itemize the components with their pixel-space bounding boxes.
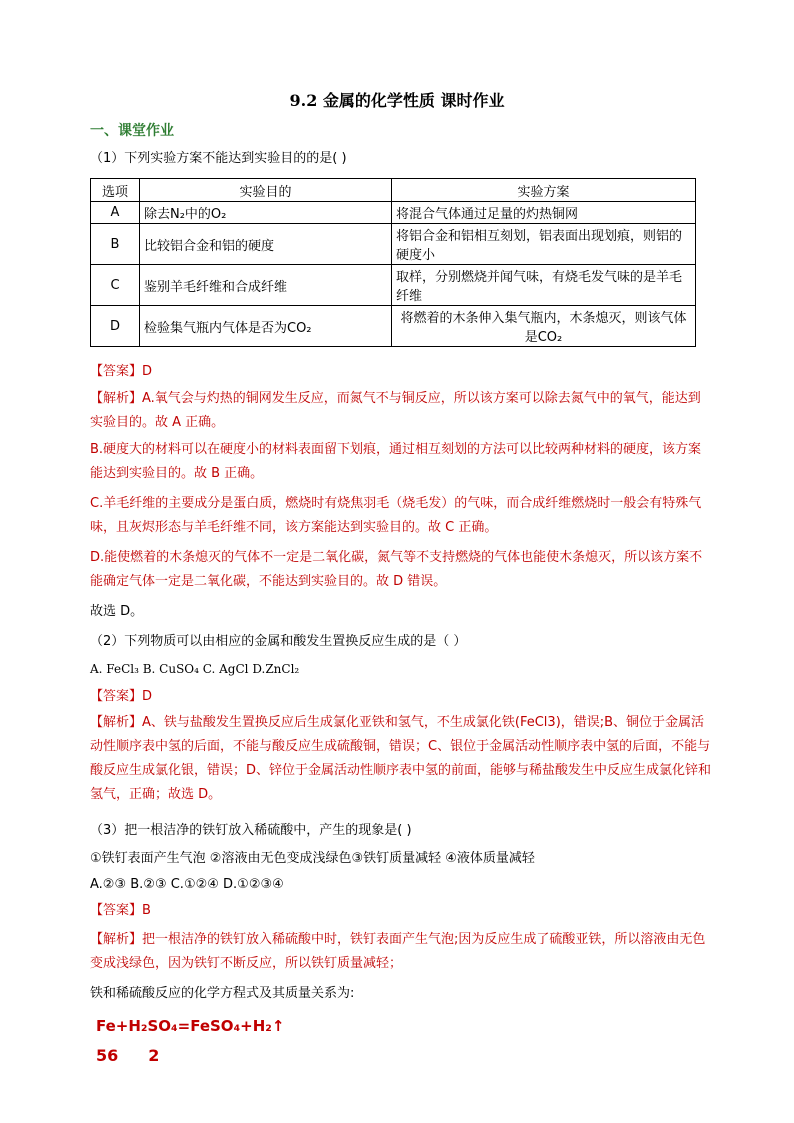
q3-items: ①铁钉表面产生气泡 ②溶液由无色变成浅绿色③铁钉质量减轻 ④液体质量减轻 bbox=[90, 851, 535, 866]
plan-cell: 将燃着的木条伸入集气瓶内，木条熄灭，则该气体是CO₂ bbox=[392, 306, 696, 347]
q1-analysis-a: 【解析】A.氧气会与灼热的铜网发生反应，而氮气不与铜反应，所以该方案可以除去氮气中的氧气，能达到实验目的。故 A 正确。 bbox=[90, 391, 701, 430]
table-header: 选项 bbox=[91, 179, 140, 202]
goal-cell: 比较铝合金和铝的硬度 bbox=[140, 224, 392, 265]
option-cell: D bbox=[91, 306, 140, 347]
q3-answer: 【答案】B bbox=[90, 903, 151, 918]
q3-options: A.②③ B.②③ C.①②④ D.①②③④ bbox=[90, 877, 284, 892]
mass-relation bbox=[96, 1046, 159, 1065]
q1-analysis-d: D.能使燃着的木条熄灭的气体不一定是二氧化碳，氮气等不支持燃烧的气体也能使木条熄灭，所以该方案不能确定气体一定是二氧化碳，不能达到实验目的。故 D 错误。 bbox=[90, 550, 703, 589]
q2-analysis: 【解析】A、铁与盐酸发生置换反应后生成氯化亚铁和氢气，不生成氯化铁(FeCl3)，错误;B、铜位于金属活动性顺序表中氢的后面，不能与酸反应生成硫酸铜，错误；C、银位于金属活动性顺序表中氢的后面，不能与酸反应生成氯化银，错误；D、锌位于金属活动性顺序表中氢的前面，能够与稀盐酸发生中反应生成氯化锌和氢气，正确；故选 D。 bbox=[90, 715, 712, 802]
table-header: 实验方案 bbox=[392, 179, 696, 202]
q1-table bbox=[90, 178, 696, 347]
section-heading: 一、课堂作业 bbox=[90, 123, 174, 139]
option-cell: C bbox=[91, 265, 140, 306]
option-cell: B bbox=[91, 224, 140, 265]
plan-cell: 取样，分别燃烧并闻气味，有烧毛发气味的是羊毛纤维 bbox=[392, 265, 696, 306]
q1-analysis-b: B.硬度大的材料可以在硬度小的材料表面留下划痕，通过相互刻划的方法可以比较两种材料的硬度，该方案能达到实验目的。故 B 正确。 bbox=[90, 442, 702, 481]
page-title: 9.2 金属的化学性质 课时作业 bbox=[289, 91, 505, 110]
option-cell: A bbox=[91, 202, 140, 224]
table-header: 实验目的 bbox=[140, 179, 392, 202]
q3-eq-intro: 铁和稀硫酸反应的化学方程式及其质量关系为: bbox=[90, 986, 355, 1001]
mass-h2: 2 bbox=[148, 1046, 160, 1065]
goal-cell: 鉴别羊毛纤维和合成纤维 bbox=[140, 265, 392, 306]
mass-fe: 56 bbox=[96, 1046, 119, 1065]
q2-stem: （2）下列物质可以由相应的金属和酸发生置换反应生成的是（ ） bbox=[90, 634, 467, 649]
chemical-equation: Fe+H₂SO₄=FeSO₄+H₂↑ bbox=[96, 1017, 285, 1035]
plan-cell: 将铝合金和铝相互刻划，铝表面出现划痕，则铝的硬度小 bbox=[392, 224, 696, 265]
table-row bbox=[91, 265, 696, 306]
table-row bbox=[91, 224, 696, 265]
table-row bbox=[91, 306, 696, 347]
q1-stem: （1）下列实验方案不能达到实验目的的是( ) bbox=[90, 151, 347, 166]
table-header-row bbox=[91, 179, 696, 202]
goal-cell: 检验集气瓶内气体是否为CO₂ bbox=[140, 306, 392, 347]
table-row bbox=[91, 202, 696, 224]
q2-answer: 【答案】D bbox=[90, 689, 153, 704]
q3-stem: （3）把一根洁净的铁钉放入稀硫酸中，产生的现象是( ) bbox=[90, 823, 412, 838]
q1-conclusion: 故选 D。 bbox=[90, 604, 144, 619]
q1-analysis-c: C.羊毛纤维的主要成分是蛋白质，燃烧时有烧焦羽毛（烧毛发）的气味，而合成纤维燃烧时一般会有特殊气味，且灰烬形态与羊毛纤维不同，该方案能达到实验目的。故 C 正确。 bbox=[90, 496, 702, 535]
plan-cell: 将混合气体通过足量的灼热铜网 bbox=[392, 202, 696, 224]
goal-cell: 除去N₂中的O₂ bbox=[140, 202, 392, 224]
q2-options: A. FeCl₃ B. CuSO₄ C. AgCl D.ZnCl₂ bbox=[90, 662, 300, 676]
q3-analysis: 【解析】把一根洁净的铁钉放入稀硫酸中时，铁钉表面产生气泡;因为反应生成了硫酸亚铁，所以溶液由无色变成浅绿色，因为铁钉不断反应，所以铁钉质量减轻； bbox=[90, 932, 706, 971]
q1-answer: 【答案】D bbox=[90, 364, 153, 379]
